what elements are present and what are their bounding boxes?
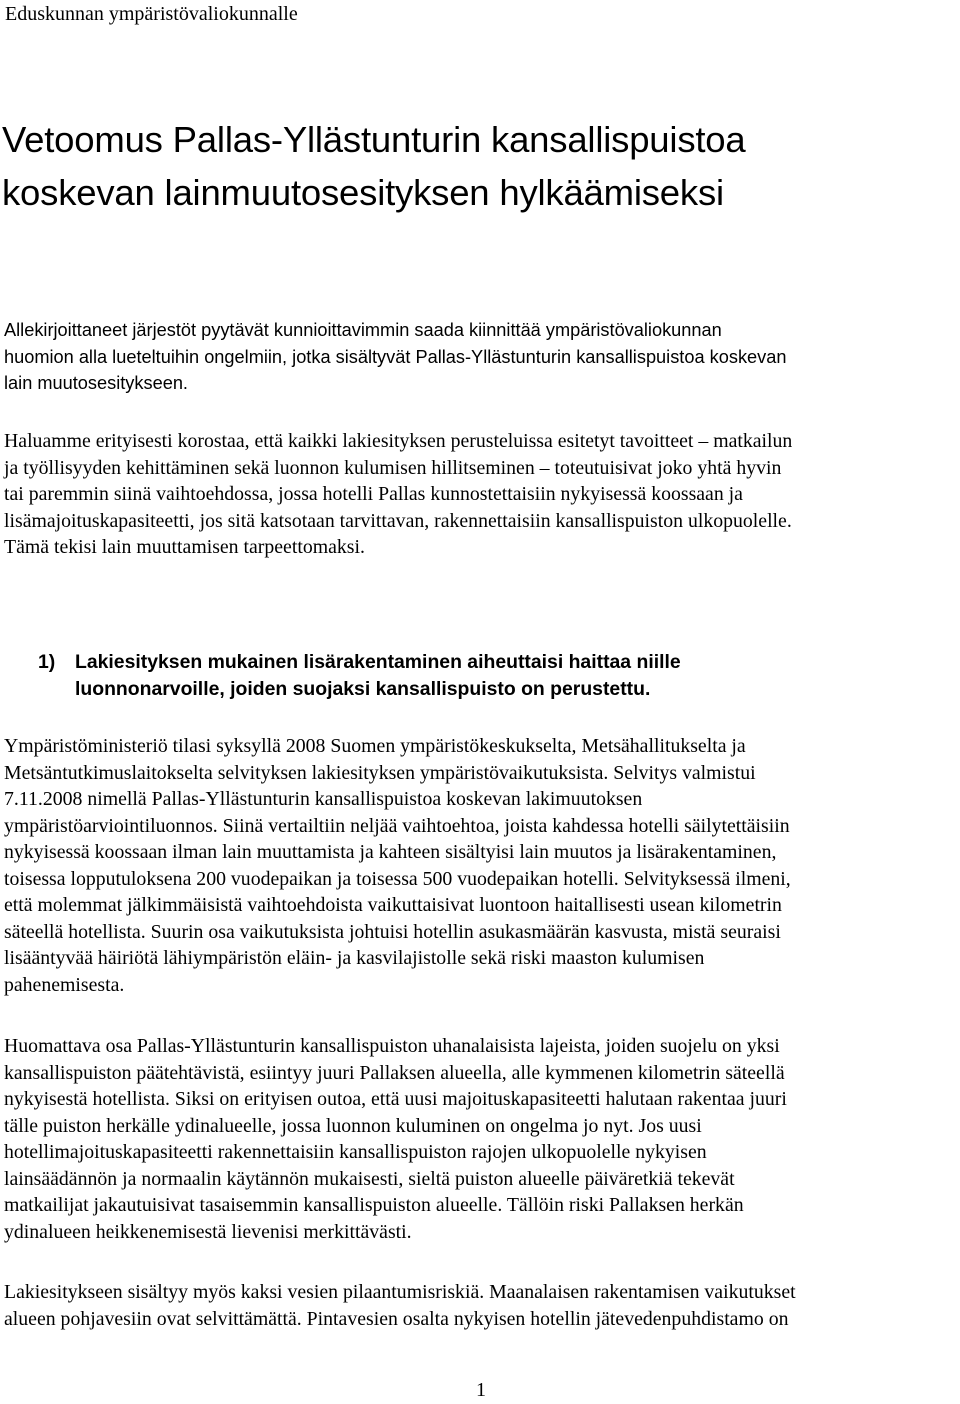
section-heading-text — [75, 649, 935, 702]
text-line: Metsäntutkimuslaitokselta selvityksen lakiesityksen ympäristövaikutuksista. Selvitys valmistui — [4, 761, 756, 784]
text-line: tai paremmin siinä vaihtoehdossa, jossa hotelli Pallas kunnostettaisiin nykyisessä koossaan ja — [4, 483, 743, 505]
text-line: kansallispuiston päätehtävistä, esiintyy juuri Pallaksen alueella, alle kymmenen kilometrin säteellä — [4, 1061, 785, 1084]
section-paragraph-2 — [4, 1033, 959, 1245]
section-paragraph-1 — [4, 733, 959, 998]
text-line: ja työllisyyden kehittäminen sekä luonnon kulumisen hillitseminen – toteutuisivat joko yhtä hyvin — [4, 456, 782, 479]
text-line: Ympäristöministeriö tilasi syksyllä 2008 Suomen ympäristökeskukselta, Metsähallitukselta ja — [4, 735, 746, 757]
text-line: Huomattava osa Pallas-Yllästunturin kansallispuiston uhanalaisista lajeista, joiden suojelu on yksi — [4, 1035, 780, 1057]
text-line: hotellimajoituskapasiteetti rakennettaisiin kansallispuiston rajojen ulkopuolelle nykyisen — [4, 1141, 707, 1163]
text-line: lainsäädännön ja normaalin käytännön mukaisesti, sieltä puiston alueelle päiväretkiä tekevät — [4, 1167, 735, 1190]
heading-line: Lakiesityksen mukainen lisärakentaminen aiheuttaisi haittaa niille — [75, 651, 681, 673]
text-line: Lakiesitykseen sisältyy myös kaksi vesien pilaantumisriskiä. Maanalaisen rakentamisen vaikutukset — [4, 1281, 796, 1303]
section-paragraph-3 — [4, 1279, 959, 1332]
addressee: Eduskunnan ympäristövaliokunnalle — [5, 3, 298, 25]
text-line: matkailijat jakautuisivat tasaisemmin kansallispuiston alueelle. Tällöin riski Pallaksen herkän — [4, 1194, 744, 1216]
text-line: ydinalueen heikkenemisestä lievenisi merkittävästi. — [4, 1220, 412, 1243]
text-line: tälle puiston herkälle ydinalueelle, jossa luonnon kuluminen on ongelma jo nyt. Jos uusi — [4, 1114, 702, 1137]
text-line: ympäristöarviointiluonnos. Siinä vertailtiin neljää vaihtoehtoa, joista kahdessa hotelli säilytettäisiin — [4, 814, 790, 837]
text-line: Haluamme erityisesti korostaa, että kaikki lakiesityksen perusteluissa esitetyt tavoitteet – matkailun — [4, 430, 793, 452]
text-line: lisämajoituskapasiteetti, jos sitä katsotaan tarvittavan, rakennettaisiin kansallispuiston ulkopuolelle. — [4, 509, 792, 532]
text-line: pahenemisesta. — [4, 973, 125, 996]
intro-paragraph — [4, 317, 959, 397]
text-line: että molemmat jälkimmäisistä vaihtoehdoista vaikuttaisivat luontoon haitallisesti usean kilometrin — [4, 894, 782, 916]
text-line: nykyisestä hotellista. Siksi on erityisen outoa, että uusi majoituskapasiteetti halutaan rakentaa juuri — [4, 1088, 787, 1110]
text-line: huomion alla lueteltuihin ongelmiin, jotka sisältyvät Pallas-Yllästunturin kansallispuistoa koskevan — [4, 346, 787, 367]
title-line: Vetoomus Pallas-Yllästunturin kansallispuistoa — [2, 119, 746, 160]
emphasis-paragraph — [4, 428, 959, 561]
text-line: 7.11.2008 nimellä Pallas-Yllästunturin kansallispuistoa koskevan lakimuutoksen — [4, 788, 643, 810]
section-number: 1) — [38, 651, 56, 673]
document-title — [2, 113, 952, 219]
text-line: alueen pohjavesiin ovat selvittämättä. Pintavesien osalta nykyisen hotellin jätevedenpuhdistamo on — [4, 1307, 789, 1330]
page-number: 1 — [476, 1379, 486, 1401]
text-line: toisessa lopputuloksena 200 vuodepaikan ja toisessa 500 vuodepaikan hotelli. Selvityksessä ilmeni, — [4, 867, 791, 890]
title-line: koskevan lainmuutosesityksen hylkäämiseksi — [2, 172, 724, 213]
text-line: lisääntyvää häiriötä lähiympäristön eläin- ja kasvilajistolle sekä riski maaston kulumisen — [4, 947, 705, 969]
text-line: Allekirjoittaneet järjestöt pyytävät kunnioittavimmin saada kiinnittää ympäristövaliokunnan — [4, 320, 722, 340]
text-line: säteellä hotellista. Suurin osa vaikutuksista johtuisi hotellin asukasmäärän kasvusta, mistä seuraisi — [4, 920, 781, 943]
heading-line: luonnonarvoille, joiden suojaksi kansallispuisto on perustettu. — [75, 677, 651, 700]
text-line: nykyisessä koossaan ilman lain muuttamista ja kahteen sisältyisi lain muutos ja lisärakentaminen, — [4, 841, 777, 863]
text-line: Tämä tekisi lain muuttamisen tarpeettomaksi. — [4, 536, 365, 558]
text-line: lain muutosesitykseen. — [4, 373, 188, 393]
